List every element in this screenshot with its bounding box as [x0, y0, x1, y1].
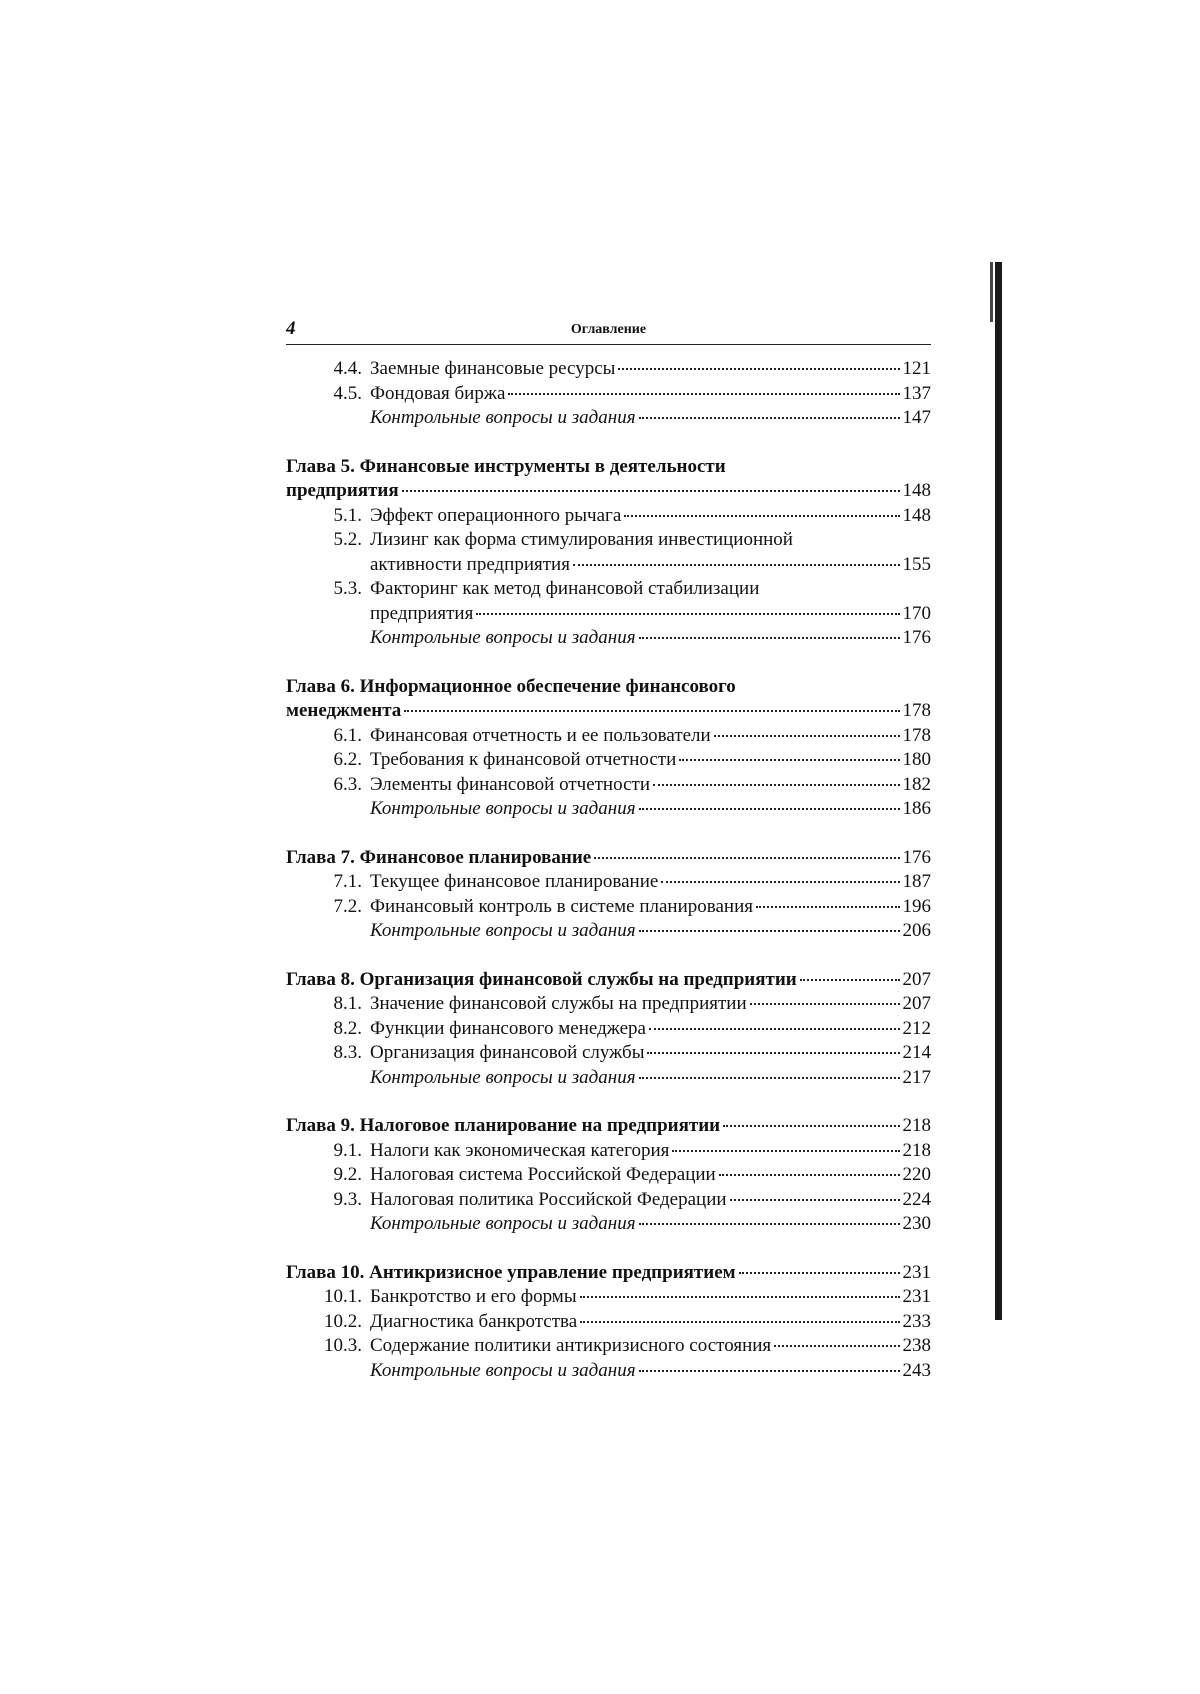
dot-leader: [618, 368, 899, 370]
page-ref: 178: [902, 700, 931, 721]
dot-leader: [750, 1003, 900, 1005]
dot-leader: [649, 1028, 900, 1030]
page-ref: 238: [902, 1335, 931, 1356]
section-number: 5.1.: [333, 504, 362, 526]
toc-questions-entry[interactable]: [286, 797, 931, 822]
section-title: Банкротство и его формы: [370, 1286, 577, 1307]
dot-leader: [639, 417, 900, 419]
toc-entry[interactable]: [286, 1163, 931, 1188]
section-number: 7.1.: [333, 871, 362, 892]
chapter-heading[interactable]: [286, 846, 931, 871]
toc-entry[interactable]: [286, 748, 931, 773]
section-title: Значение финансовой службы на предприятии: [370, 993, 747, 1014]
section-title: Налоговая политика Российской Федерации: [370, 1188, 727, 1210]
page-ref: 231: [902, 1286, 931, 1307]
dot-leader: [719, 1174, 900, 1176]
section-number: 10.2.: [324, 1310, 362, 1332]
chapter-heading-continuation[interactable]: [286, 479, 931, 504]
dot-leader: [723, 1125, 899, 1127]
page-ref: 186: [902, 798, 931, 819]
section-number: 4.5.: [333, 382, 362, 404]
toc-entry[interactable]: [286, 773, 931, 798]
dot-leader: [800, 979, 900, 981]
chapter-title-line1: Глава 5. Финансовые инструменты в деятельности: [286, 455, 726, 477]
page-ref: 207: [902, 993, 931, 1014]
dot-leader: [756, 906, 900, 908]
chapter-spacer: [286, 431, 931, 455]
section-number: 8.1.: [333, 993, 362, 1014]
questions-title: Контрольные вопросы и задания: [370, 1066, 636, 1088]
chapter-title-line1: Глава 6. Информационное обеспечение финансового: [286, 675, 736, 697]
chapter-spacer: [286, 1237, 931, 1261]
dot-leader: [594, 857, 899, 859]
chapter-heading[interactable]: [286, 1261, 931, 1286]
questions-title: Контрольные вопросы и задания: [370, 407, 636, 428]
page-ref: 214: [902, 1042, 931, 1063]
toc-entry[interactable]: [286, 870, 931, 895]
chapter-title: Глава 10. Антикризисное управление предприятием: [286, 1261, 736, 1283]
dot-leader: [639, 1077, 900, 1079]
toc-entry[interactable]: [286, 1285, 931, 1310]
page-ref: 218: [902, 1115, 931, 1136]
page-ref: 206: [902, 920, 931, 941]
toc-questions-entry[interactable]: [286, 919, 931, 944]
dot-leader: [639, 1223, 900, 1225]
toc-entry[interactable]: [286, 1139, 931, 1164]
page-ref: 243: [902, 1359, 931, 1381]
section-title: Элементы финансовой отчетности: [370, 773, 650, 795]
section-title: Фондовая биржа: [370, 382, 506, 404]
section-title: Диагностика банкротства: [370, 1310, 578, 1332]
page-ref: 170: [902, 602, 931, 624]
dot-leader: [580, 1296, 900, 1298]
toc-entry[interactable]: [286, 382, 931, 407]
section-title: Текущее финансовое планирование: [370, 871, 659, 892]
page-ref: 224: [902, 1188, 931, 1210]
chapter-spacer: [286, 651, 931, 675]
dot-leader: [508, 393, 899, 395]
section-title: Функции финансового менеджера: [370, 1017, 646, 1039]
toc-entry[interactable]: [286, 1334, 931, 1359]
toc-questions-entry[interactable]: [286, 1212, 931, 1237]
section-number: 7.2.: [333, 895, 362, 917]
section-title: Заемные финансовые ресурсы: [370, 358, 616, 379]
page-ref: 137: [902, 382, 931, 404]
page-ref: 148: [902, 504, 931, 526]
dot-leader: [404, 710, 899, 712]
chapter-heading[interactable]: [286, 455, 931, 480]
questions-title: Контрольные вопросы и задания: [370, 798, 636, 819]
dot-leader: [476, 613, 899, 615]
section-number: 8.2.: [333, 1017, 362, 1039]
dot-leader: [639, 1370, 900, 1372]
page-ref: 176: [902, 627, 931, 648]
section-title: Финансовая отчетность и ее пользователи: [370, 724, 711, 746]
toc-entry[interactable]: [286, 1041, 931, 1066]
page-ref: 196: [902, 895, 931, 917]
dot-leader: [639, 808, 900, 810]
page-header: [286, 316, 931, 345]
section-number: 9.2.: [333, 1164, 362, 1185]
dot-leader: [580, 1321, 899, 1323]
page-number: 4: [286, 318, 296, 339]
section-number: 5.2.: [333, 529, 362, 550]
page-ref: 187: [902, 871, 931, 892]
dot-leader: [714, 735, 900, 737]
dot-leader: [647, 1052, 899, 1054]
dot-leader: [730, 1199, 900, 1201]
document-page: [286, 316, 931, 1383]
page-ref: 155: [902, 553, 931, 575]
toc-entry[interactable]: [286, 992, 931, 1017]
page-ref: 180: [902, 749, 931, 770]
toc-entry[interactable]: [286, 1188, 931, 1213]
dot-leader: [573, 564, 900, 566]
chapter-heading-continuation[interactable]: [286, 699, 931, 724]
toc-questions-entry[interactable]: [286, 626, 931, 651]
toc-questions-entry[interactable]: [286, 1359, 931, 1384]
toc-entry-continuation[interactable]: [286, 553, 931, 578]
questions-title: Контрольные вопросы и задания: [370, 920, 636, 941]
section-number: 4.4.: [333, 358, 362, 379]
section-title: Требования к финансовой отчетности: [370, 749, 677, 770]
chapter-spacer: [286, 944, 931, 968]
page-ref: 182: [902, 773, 931, 795]
section-title-line2: активности предприятия: [370, 553, 570, 575]
chapter-title: Глава 7. Финансовое планирование: [286, 846, 592, 868]
dot-leader: [639, 930, 900, 932]
page-ref: 230: [902, 1213, 931, 1234]
page-ref: 178: [902, 724, 931, 746]
page-ref: 148: [902, 480, 931, 501]
page-ref: 176: [902, 846, 931, 868]
chapter-heading[interactable]: [286, 675, 931, 700]
section-number: 6.3.: [333, 773, 362, 795]
chapter-title-line2: предприятия: [286, 480, 399, 501]
chapter-spacer: [286, 1090, 931, 1114]
table-of-contents: [286, 357, 931, 1383]
section-title: Налоговая система Российской Федерации: [370, 1164, 716, 1185]
section-title-line1: Лизинг как форма стимулирования инвестиционной: [370, 529, 793, 550]
toc-questions-entry[interactable]: [286, 406, 931, 431]
toc-entry[interactable]: [286, 895, 931, 920]
dot-leader: [639, 637, 900, 639]
page-ref: 218: [902, 1139, 931, 1161]
page-ref: 212: [902, 1017, 931, 1039]
toc-entry[interactable]: [286, 724, 931, 749]
page-ref: 231: [902, 1261, 931, 1283]
dot-leader: [672, 1150, 899, 1152]
section-number: 8.3.: [333, 1042, 362, 1063]
toc-entry[interactable]: [286, 577, 931, 602]
section-number: 10.3.: [324, 1335, 362, 1356]
section-title-line1: Факторинг как метод финансовой стабилизации: [370, 578, 760, 599]
section-title: Организация финансовой службы: [370, 1042, 645, 1063]
section-number: 9.3.: [333, 1188, 362, 1210]
section-number: 10.1.: [324, 1286, 362, 1307]
section-title: Налоги как экономическая категория: [370, 1139, 670, 1161]
dot-leader: [402, 490, 900, 492]
chapter-heading[interactable]: [286, 968, 931, 993]
dot-leader: [679, 759, 899, 761]
running-title: Оглавление: [570, 322, 647, 337]
dot-leader: [653, 784, 900, 786]
section-number: 6.2.: [333, 749, 362, 770]
section-number: 5.3.: [333, 578, 362, 599]
dot-leader: [774, 1345, 899, 1347]
toc-questions-entry[interactable]: [286, 1066, 931, 1091]
dot-leader: [624, 515, 899, 517]
scan-edge-shadow: [995, 262, 1002, 1320]
questions-title: Контрольные вопросы и задания: [370, 1213, 636, 1234]
toc-entry[interactable]: [286, 1310, 931, 1335]
chapter-spacer: [286, 822, 931, 846]
section-number: 9.1.: [333, 1139, 362, 1161]
chapter-title: Глава 9. Налоговое планирование на предприятии: [286, 1115, 721, 1136]
page-ref: 217: [902, 1066, 931, 1088]
page-ref: 121: [902, 358, 931, 379]
page-ref: 207: [902, 968, 931, 990]
toc-entry[interactable]: [286, 357, 931, 382]
section-title-line2: предприятия: [370, 602, 474, 624]
section-title: Эффект операционного рычага: [370, 504, 622, 526]
toc-entry[interactable]: [286, 1017, 931, 1042]
page-ref: 147: [902, 407, 931, 428]
chapter-title: Глава 8. Организация финансовой службы на предприятии: [286, 968, 797, 990]
toc-entry-continuation[interactable]: [286, 602, 931, 627]
questions-title: Контрольные вопросы и задания: [370, 1359, 636, 1381]
chapter-heading[interactable]: [286, 1114, 931, 1139]
toc-entry[interactable]: [286, 528, 931, 553]
page-ref: 233: [902, 1310, 931, 1332]
dot-leader: [739, 1272, 900, 1274]
chapter-title-line2: менеджмента: [286, 700, 402, 721]
questions-title: Контрольные вопросы и задания: [370, 627, 636, 648]
dot-leader: [661, 881, 899, 883]
section-title: Содержание политики антикризисного состояния: [370, 1335, 772, 1356]
scan-edge-shadow-top: [990, 262, 993, 322]
toc-entry[interactable]: [286, 504, 931, 529]
page-ref: 220: [902, 1164, 931, 1185]
section-title: Финансовый контроль в системе планирования: [370, 895, 753, 917]
section-number: 6.1.: [333, 724, 362, 746]
